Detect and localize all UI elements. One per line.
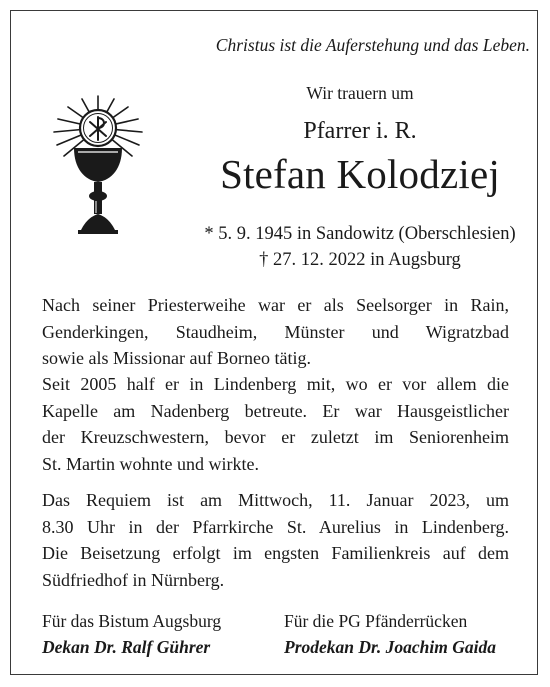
text-line: Die Beisetzung erfolgt im engsten Familienkreis auf dem: [42, 543, 509, 563]
signature-role: Für die PG Pfänderrücken: [284, 611, 468, 631]
mourning-line: Wir trauern um: [306, 83, 414, 103]
text-line: Kapelle am Nadenberg betreute. Er war Hausgeistlicher: [42, 400, 509, 421]
text-line: St. Martin wohnte und wirkte.: [42, 453, 259, 474]
text-line: Genderkingen, Staudheim, Münster und Wigratzbad: [42, 321, 509, 342]
text-line: Das Requiem ist am Mittwoch, 11. Januar 2023, um: [42, 490, 509, 510]
death-date: † 27. 12. 2022 in Augsburg: [259, 250, 461, 270]
deceased-name: Stefan Kolodziej: [220, 151, 500, 197]
signature-right: [284, 608, 496, 660]
signature-name: Prodekan Dr. Joachim Gaida: [284, 637, 496, 657]
text-line: Seit 2005 half er in Lindenberg mit, wo er vor allem die: [42, 374, 509, 394]
text-line: sowie als Missionar auf Borneo tätig.: [42, 348, 311, 368]
text-line: 8.30 Uhr in der Pfarrkirche St. Aurelius in Lindenberg.: [42, 516, 509, 537]
birth-date: * 5. 9. 1945 in Sandowitz (Oberschlesien): [204, 224, 516, 244]
chalice-host-icon: [48, 92, 148, 240]
signature-name: Dekan Dr. Ralf Gührer: [42, 637, 211, 657]
biography-paragraph-2: [42, 371, 509, 477]
motto-line: Christus ist die Auferstehung und das Leben.: [215, 35, 530, 55]
text-line: der Kreuzschwestern, bevor er zuletzt im Seniorenheim: [42, 427, 509, 447]
biography-paragraph-1: [42, 292, 509, 372]
clergy-rank: Pfarrer i. R.: [303, 118, 417, 144]
text-line: Nach seiner Priesterweihe war er als Seelsorger in Rain,: [42, 295, 509, 315]
funeral-info-paragraph: [42, 487, 509, 593]
signature-left: [42, 608, 221, 660]
text-line: Südfriedhof in Nürnberg.: [42, 569, 225, 590]
signature-role: Für das Bistum Augsburg: [42, 611, 222, 631]
